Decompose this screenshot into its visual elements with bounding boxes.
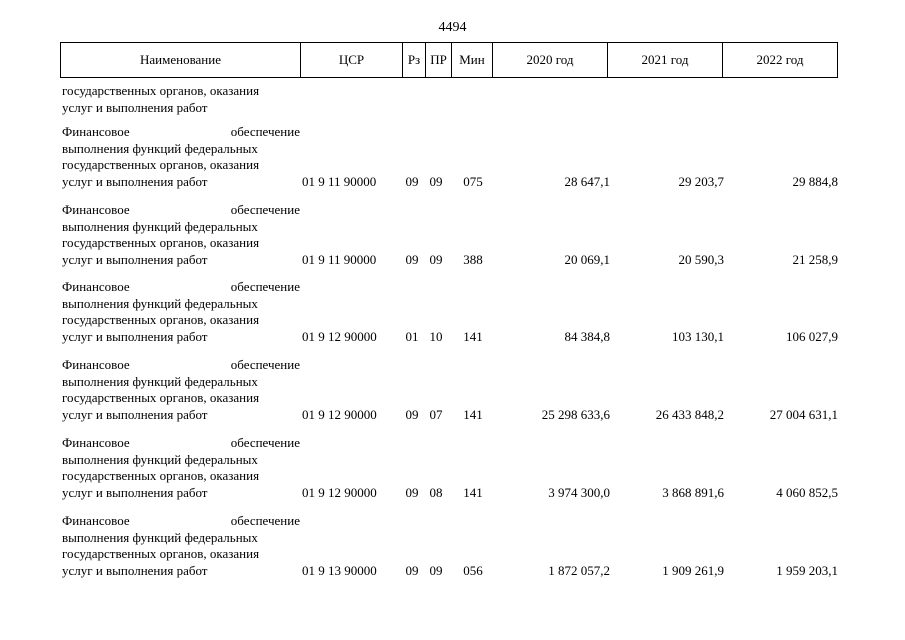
- name-line: государственных органов, оказания: [62, 546, 260, 561]
- name-line: услуг и выполнения работ: [62, 251, 208, 267]
- name-line: государственных органов, оказания: [62, 312, 260, 327]
- page-number: 4494: [438, 20, 467, 35]
- row-pr: 08: [429, 484, 443, 500]
- row-2020: 25 298 633,6: [541, 406, 610, 422]
- row-2022: 21 258,9: [792, 251, 838, 267]
- row-rz: 09: [405, 173, 419, 189]
- row-2021: 26 433 848,2: [655, 406, 724, 422]
- row-csr: 01 9 12 90000: [302, 484, 377, 500]
- row-pr: 10: [429, 328, 443, 344]
- name-line: Финансовое обеспечение: [62, 202, 300, 217]
- name-line: услуг и выполнения работ: [62, 328, 208, 344]
- row-name: [62, 202, 300, 268]
- row-2021: 1 909 261,9: [662, 562, 724, 578]
- row-csr: 01 9 11 90000: [302, 173, 377, 189]
- name-line: услуг и выполнения работ: [62, 173, 208, 189]
- name-line: государственных органов, оказания: [62, 157, 260, 172]
- row-rz: 09: [405, 251, 419, 267]
- row-2020: 3 974 300,0: [548, 484, 610, 500]
- row-2020: 84 384,8: [564, 328, 610, 344]
- header-2021: 2021 год: [608, 43, 723, 77]
- row-2020: 20 069,1: [564, 251, 610, 267]
- row-csr: 01 9 12 90000: [302, 406, 377, 422]
- row-2021: 29 203,7: [678, 173, 724, 189]
- row-2022: 27 004 631,1: [769, 406, 838, 422]
- table-row: [0, 513, 905, 579]
- name-line: выполнения функций федеральных: [62, 451, 258, 467]
- row-min: 141: [463, 328, 483, 344]
- name-line: государственных органов, оказания: [62, 390, 260, 405]
- row-min: 075: [463, 173, 483, 189]
- row-min: 388: [463, 251, 483, 267]
- row-rz: 09: [405, 406, 419, 422]
- row-min: 141: [463, 406, 483, 422]
- row-2021: 103 130,1: [672, 328, 724, 344]
- row-rz: 01: [405, 328, 419, 344]
- row-name: [62, 435, 300, 501]
- continuation-name: [62, 83, 300, 116]
- name-line: Финансовое обеспечение: [62, 357, 300, 372]
- name-line: Финансовое обеспечение: [62, 124, 300, 139]
- name-line: государственных органов, оказания: [62, 83, 260, 98]
- header-2022: 2022 год: [756, 52, 804, 67]
- table-row: [0, 279, 905, 345]
- row-csr: 01 9 13 90000: [302, 562, 377, 578]
- row-pr: 09: [429, 251, 443, 267]
- name-line: Финансовое обеспечение: [62, 513, 300, 528]
- table-header: [60, 42, 838, 78]
- table-row: [0, 202, 905, 268]
- name-line: государственных органов, оказания: [62, 235, 260, 250]
- table-row: [0, 435, 905, 501]
- name-line: выполнения функций федеральных: [62, 373, 258, 389]
- header-csr: ЦСР: [301, 43, 403, 77]
- header-name: Наименование: [61, 43, 301, 77]
- row-csr: 01 9 11 90000: [302, 251, 377, 267]
- row-pr: 09: [429, 173, 443, 189]
- row-2022: 29 884,8: [792, 173, 838, 189]
- name-line: государственных органов, оказания: [62, 468, 260, 483]
- name-line: Финансовое обеспечение: [62, 435, 300, 450]
- header-rz: Рз: [403, 43, 426, 77]
- row-2022: 1 959 203,1: [776, 562, 838, 578]
- header-pr: ПР: [426, 43, 452, 77]
- name-line: услуг и выполнения работ: [62, 484, 208, 500]
- row-2020: 1 872 057,2: [548, 562, 610, 578]
- name-line: выполнения функций федеральных: [62, 295, 258, 311]
- row-2022: 4 060 852,5: [776, 484, 838, 500]
- row-2022: 106 027,9: [786, 328, 838, 344]
- name-line: услуг и выполнения работ: [62, 99, 208, 115]
- row-2021: 20 590,3: [678, 251, 724, 267]
- header-min: Мин: [452, 43, 493, 77]
- table-row: [0, 357, 905, 423]
- table-row: [0, 124, 905, 190]
- row-min: 141: [463, 484, 483, 500]
- row-rz: 09: [405, 484, 419, 500]
- name-line: услуг и выполнения работ: [62, 406, 208, 422]
- row-2020: 28 647,1: [564, 173, 610, 189]
- row-name: [62, 279, 300, 345]
- row-csr: 01 9 12 90000: [302, 328, 377, 344]
- row-pr: 07: [429, 406, 443, 422]
- row-name: [62, 513, 300, 579]
- row-rz: 09: [405, 562, 419, 578]
- name-line: услуг и выполнения работ: [62, 562, 208, 578]
- name-line: выполнения функций федеральных: [62, 529, 258, 545]
- row-min: 056: [463, 562, 483, 578]
- row-pr: 09: [429, 562, 443, 578]
- row-2021: 3 868 891,6: [662, 484, 724, 500]
- header-2020: 2020 год: [493, 43, 608, 77]
- name-line: Финансовое обеспечение: [62, 279, 300, 294]
- name-line: выполнения функций федеральных: [62, 140, 258, 156]
- name-line: выполнения функций федеральных: [62, 218, 258, 234]
- row-name: [62, 357, 300, 423]
- row-name: [62, 124, 300, 190]
